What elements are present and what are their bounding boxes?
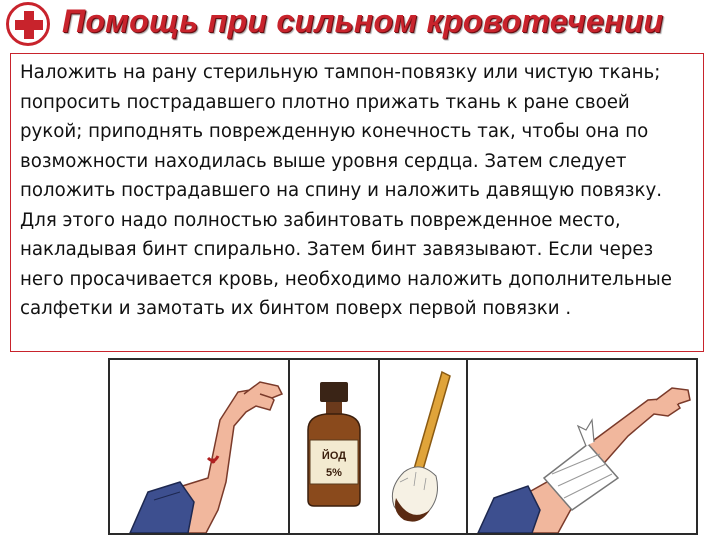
iodine-bottle-icon: [290, 360, 378, 533]
cotton-swab-panel: [378, 358, 468, 535]
iodine-bottle-panel: [288, 358, 380, 535]
red-cross-icon: [6, 2, 50, 46]
bottle-label-line2: 5%: [326, 467, 342, 479]
bandaged-arm-icon: [468, 360, 696, 533]
wounded-arm-icon: [110, 360, 288, 533]
instructions-text: Наложить на рану стерильную тампон-повязку или чистую ткань; попросить пострадавшего плотно прижать ткань к ране своей рукой; приподнять поврежденную конечность так, чтобы она по возможности находилась выше уровня сердца. Затем следует положить пострадавшего на спину и наложить давящую повязку. Для этого надо полностью забинтовать поврежденное место, накладывая бинт спирально. Затем бинт завязывают. Если через него просачивается кровь, необходимо наложить дополнительные салфетки и замотать их бинтом поверх первой повязки .: [20, 62, 672, 319]
instructions-box: [10, 53, 704, 352]
wounded-arm-panel: [108, 358, 290, 535]
page-title: Помощь при сильном кровотечении: [62, 3, 664, 39]
header: [0, 0, 720, 50]
bandaged-arm-panel: [466, 358, 698, 535]
cotton-swab-icon: [380, 360, 466, 533]
illustrations-strip: [108, 358, 698, 535]
bottle-label-line1: ЙОД: [321, 450, 347, 462]
